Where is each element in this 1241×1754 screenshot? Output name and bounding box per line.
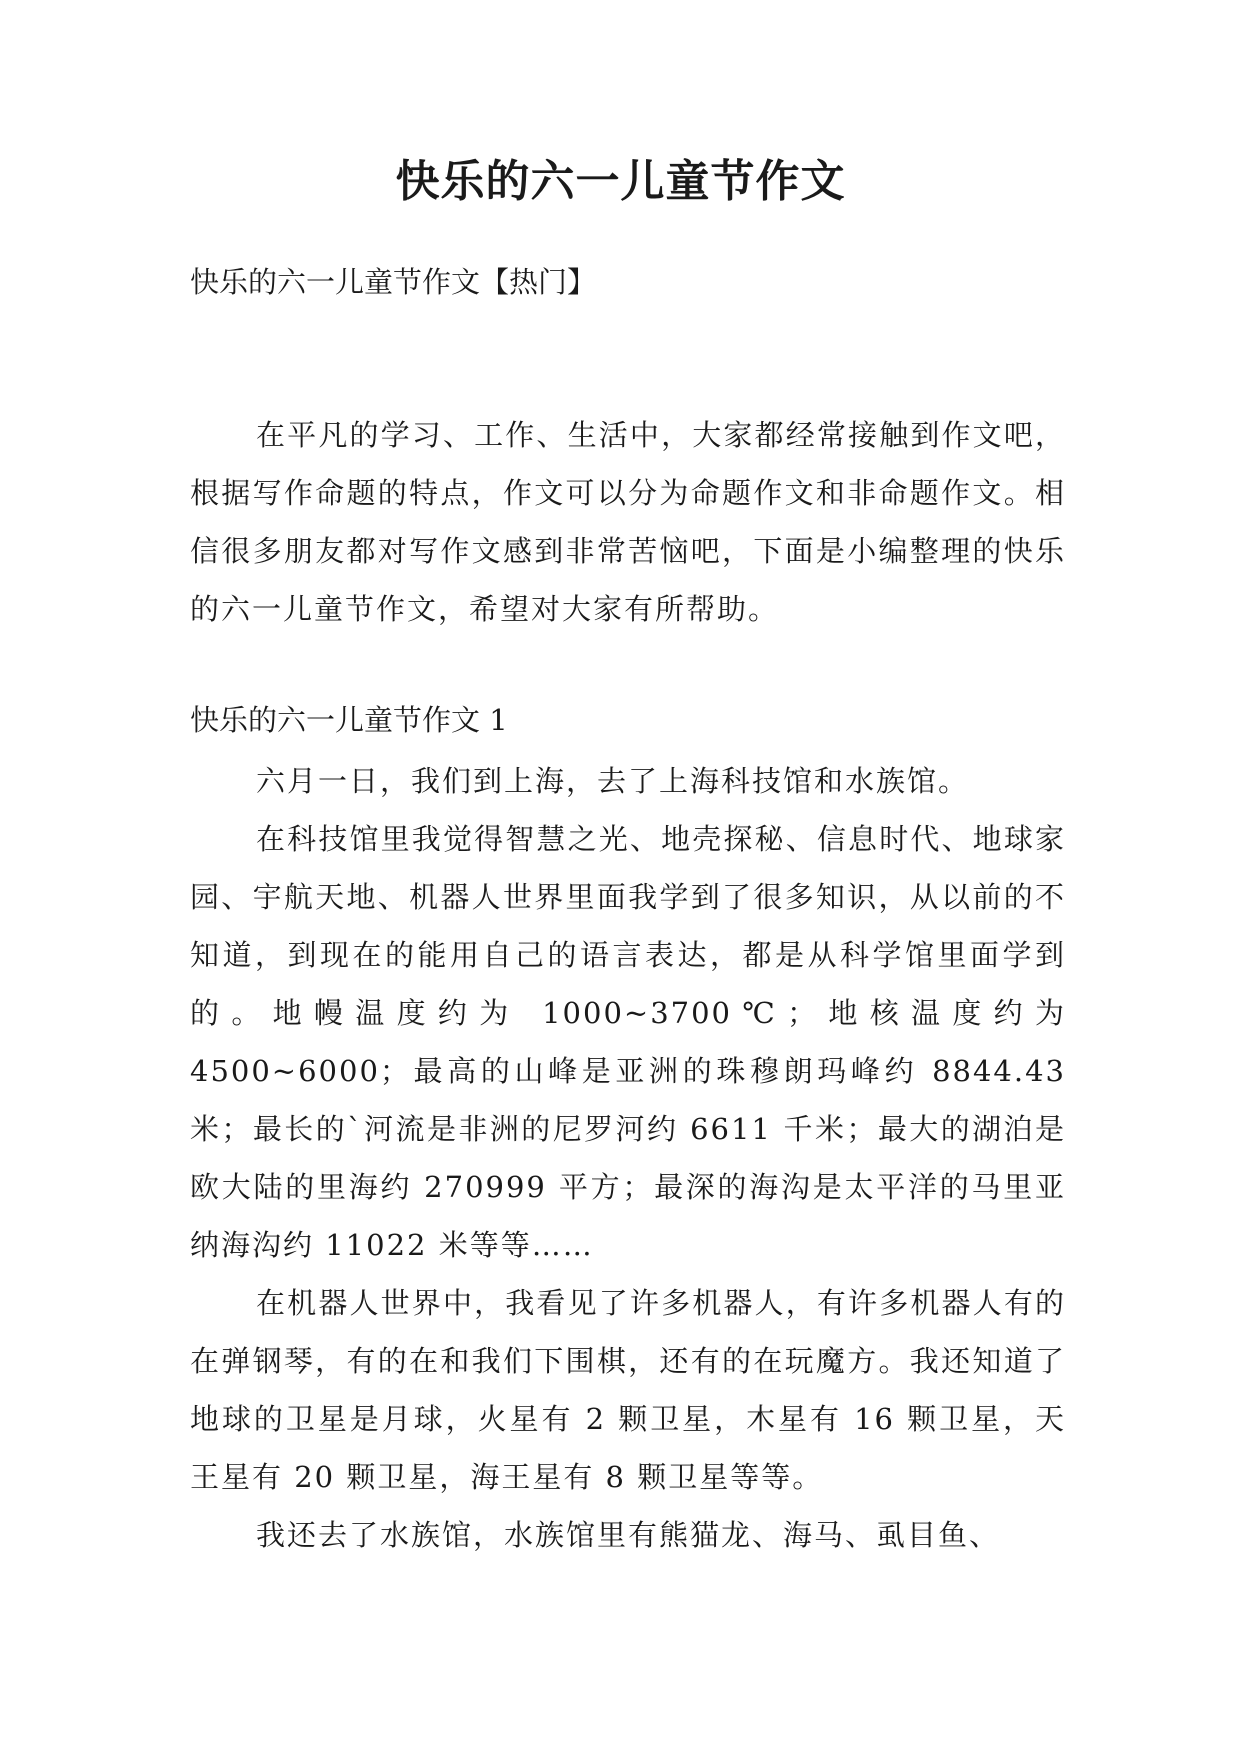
body-paragraph-1: 六月一日，我们到上海，去了上海科技馆和水族馆。: [256, 764, 970, 798]
body-paragraph-4: 我还去了水族馆，水族馆里有熊猫龙、海马、虱目鱼、: [256, 1518, 1001, 1552]
document-subtitle: 快乐的六一儿童节作文【热门】: [190, 265, 597, 299]
body-paragraph-2: 在科技馆里我觉得智慧之光、地壳探秘、信息时代、地球家园、宇航天地、机器人世界里面我学到了很多知识，从以前的不知道，到现在的能用自己的语言表达，都是从科学馆里面学到的。地幔温度约为 1000~3700℃；地核温度约为 4500~6000；最高的山峰是亚洲的珠穆朗玛峰约 8844.43 米；最长的`河流是非洲的尼罗河约 6611 千米；最大的湖泊是欧大陆的里海约 270999 平方；最深的海沟是太平洋的马里亚纳海沟约 11022 米等等……: [190, 822, 1066, 1262]
section-heading: 快乐的六一儿童节作文 1: [190, 703, 508, 737]
page-title: 快乐的六一儿童节作文: [395, 156, 846, 207]
body-paragraph-3: 在机器人世界中，我看见了许多机器人，有许多机器人有的在弹钢琴，有的在和我们下围棋，还有的在玩魔方。我还知道了地球的卫星是月球，火星有 2 颗卫星，木星有 16 颗卫星，天王星有 20 颗卫星，海王星有 8 颗卫星等等。: [190, 1286, 1066, 1494]
intro-paragraph: 在平凡的学习、工作、生活中，大家都经常接触到作文吧，根据写作命题的特点，作文可以分为命题作文和非命题作文。相信很多朋友都对写作文感到非常苦恼吧，下面是小编整理的快乐的六一儿童节作文，希望对大家有所帮助。: [190, 418, 1066, 626]
